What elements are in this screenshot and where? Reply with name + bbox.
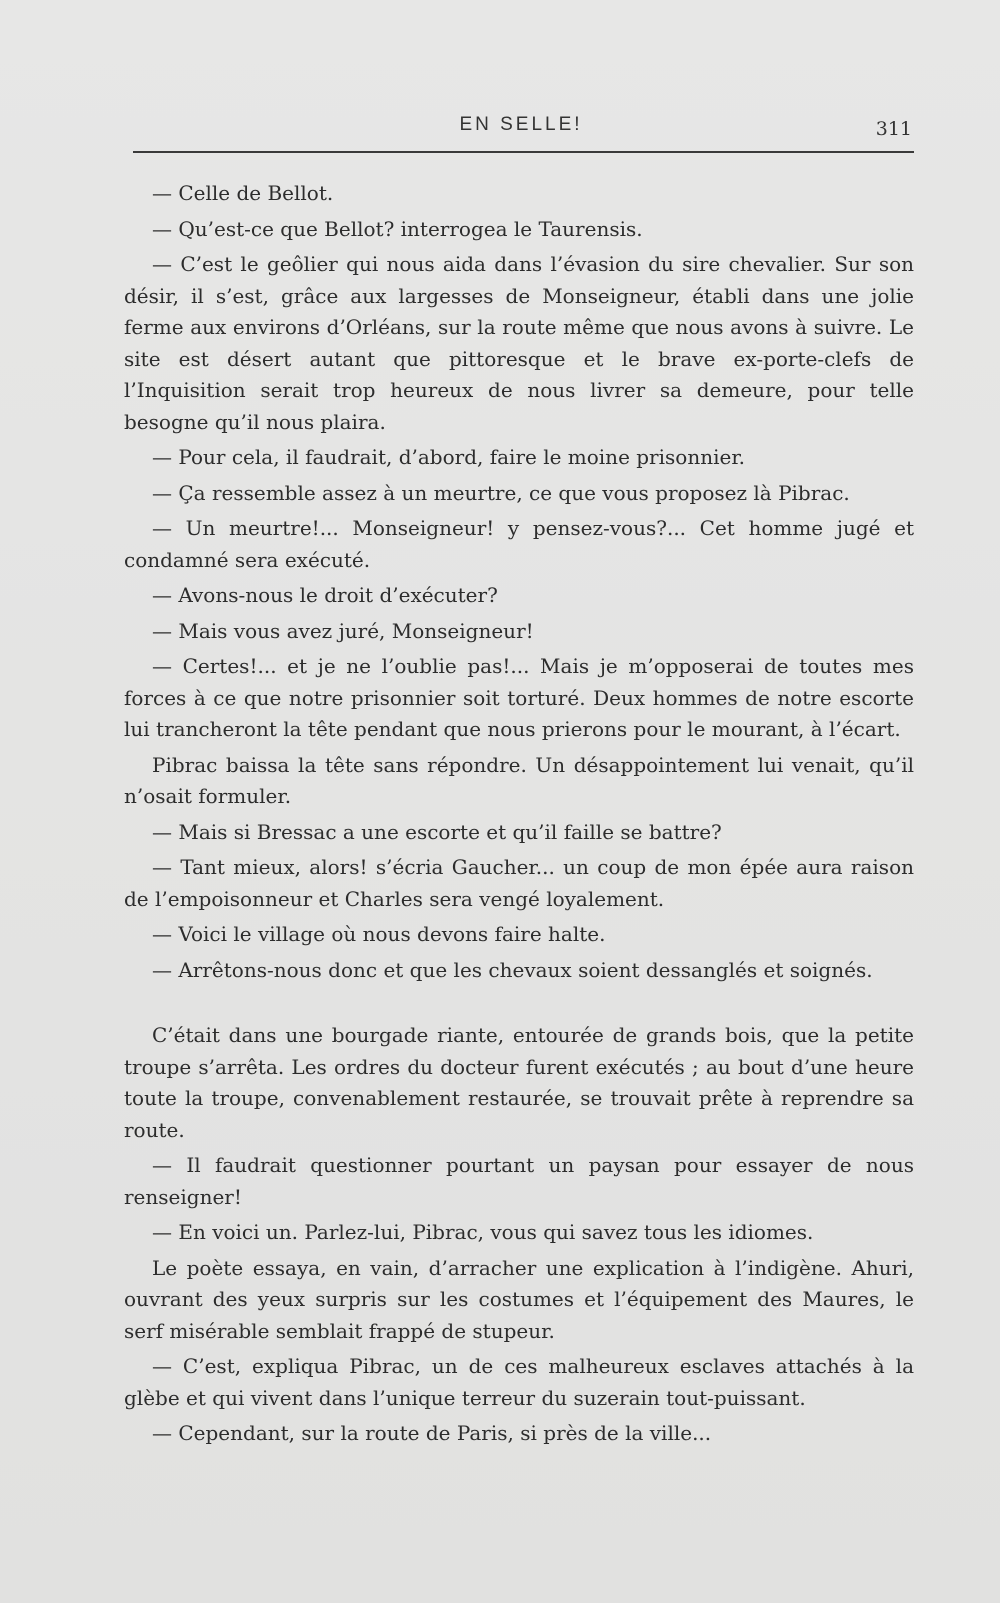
paragraph: — Un meurtre!... Monseigneur! y pensez-vous?... Cet homme jugé et condamné sera exécuté. [124,516,914,572]
paragraph: C’était dans une bourgade riante, entourée de grands bois, que la petite troupe s’arrêta. Les ordres du docteur furent exécutés ; au bout d’une heure toute la troupe, convenablement restaurée, se trouvait prête à reprendre sa route. [124,1023,914,1142]
body-text [124,178,914,1454]
paragraph: — Mais si Bressac a une escorte et qu’il faille se battre? [152,819,722,844]
paragraph: — Avons-nous le droit d’exécuter? [152,583,498,607]
paragraph: Pibrac baissa la tête sans répondre. Un désappointement lui venait, qu’il n’osait formuler. [124,752,914,808]
page-header [130,110,912,150]
paragraph: — Pour cela, il faudrait, d’abord, faire le moine prisonnier. [152,445,746,469]
paragraph: — Voici le village où nous devons faire halte. [152,922,606,946]
header-rule [133,151,914,153]
paragraph: — C’est, expliqua Pibrac, un de ces malheureux esclaves attachés à la glèbe et qui vivent dans l’unique terreur du suzerain tout-puissant. [124,1354,914,1410]
paragraph: Le poète essaya, en vain, d’arracher une explication à l’indigène. Ahuri, ouvrant des yeux surpris sur les costumes et l’équipement des Maures, le serf misérable semblait frappé de stupeur. [124,1255,914,1343]
paragraph: — Cependant, sur la route de Paris, si près de la ville... [152,1421,712,1445]
paragraph: — En voici un. Parlez-lui, Pibrac, vous qui savez tous les idiomes. [152,1220,814,1244]
paragraph: — Tant mieux, alors! s’écria Gaucher... un coup de mon épée aura raison de l’empoisonneur et Charles sera vengé loyalement. [124,855,914,911]
paragraph: — Qu’est-ce que Bellot? interrogea le Taurensis. [152,216,643,241]
paragraph: — Mais vous avez juré, Monseigneur! [152,618,534,643]
running-title: EN SELLE! [459,114,583,135]
paragraph: — Arrêtons-nous donc et que les chevaux soient dessanglés et soignés. [152,957,873,982]
paragraph: — Certes!... et je ne l’oublie pas!... Mais je m’opposerai de toutes mes forces à ce que notre prisonnier soit torturé. Deux hommes de notre escorte lui trancheront la tête pendant que nous prierons pour le mourant, à l’écart. [124,654,914,741]
paragraph: — Ça ressemble assez à un meurtre, ce que vous proposez là Pibrac. [152,480,850,505]
page-number: 311 [875,118,912,140]
paragraph: — C’est le geôlier qui nous aida dans l’évasion du sire chevalier. Sur son désir, il s’est, grâce aux largesses de Monseigneur, établi dans une jolie ferme aux environs d’Orléans, sur la route même que nous avons à suivre. Le site est désert autant que pittoresque et le brave ex-porte-clefs de l’Inquisition serait trop heureux de nous livrer sa demeure, pour telle besogne qu’il nous plaira. [124,252,914,434]
paragraph: — Celle de Bellot. [152,181,334,205]
paragraph: — Il faudrait questionner pourtant un paysan pour essayer de nous renseigner! [124,1153,914,1209]
